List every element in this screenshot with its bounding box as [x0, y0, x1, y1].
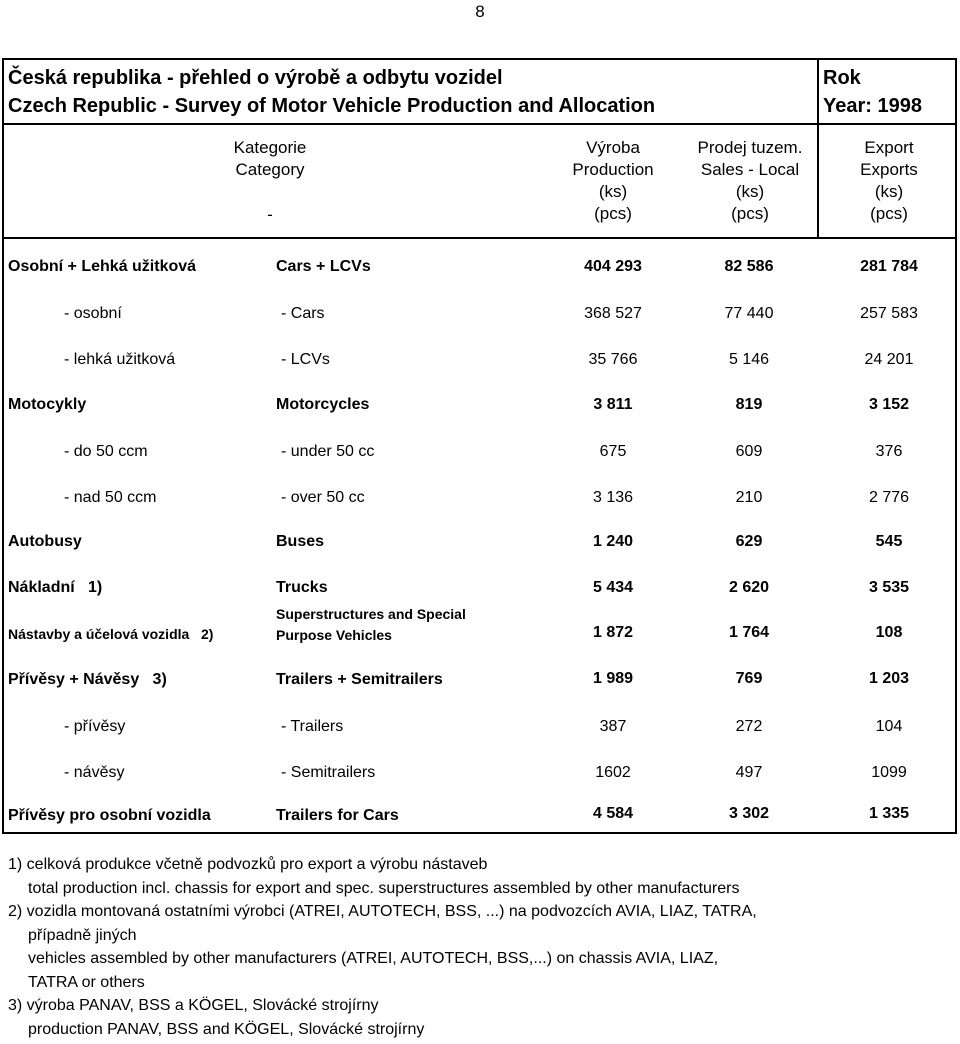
cell-production: 5 434 [592, 579, 634, 596]
row-label-en: - LCVs [281, 351, 330, 368]
cell-local: 497 [735, 764, 763, 781]
header-export-en: Exports [860, 160, 918, 179]
cell-export: 108 [875, 624, 903, 641]
cell-export: 1099 [871, 764, 907, 781]
page-title [8, 64, 655, 120]
cell-export: 3 535 [868, 579, 910, 596]
title-divider [2, 123, 957, 125]
cell-production: 387 [599, 718, 627, 735]
cell-production: 1 989 [592, 670, 634, 687]
cell-production: 4 584 [592, 805, 634, 822]
row-label-en: Buses [276, 533, 325, 550]
row-label-cz: - návěsy [64, 764, 125, 781]
row-label-en: Cars + LCVs [276, 258, 371, 275]
row-label-en: - Cars [281, 305, 325, 322]
row-label-en: Trucks [276, 579, 328, 596]
footnote-line: vehicles assembled by other manufacturers (ATREI, AUTOTECH, BSS,...) on chassis AVIA, LIAZ, [28, 950, 719, 967]
cell-export: 24 201 [864, 351, 914, 368]
row-label-en-line2: Purpose Vehicles [276, 627, 392, 643]
cell-production: 675 [599, 443, 627, 460]
footnote-line: případně jiných [28, 926, 137, 944]
header-category-cz: Kategorie [233, 138, 307, 157]
cell-export: 1 335 [868, 805, 910, 822]
header-local-cz: Prodej tuzem. [697, 138, 803, 157]
cell-local: 609 [735, 443, 763, 460]
cell-production: 1 240 [592, 533, 634, 550]
cell-production: 1602 [595, 764, 631, 781]
row-label-en-line1: Superstructures and Special [276, 606, 466, 622]
row-label-en: - over 50 cc [281, 489, 365, 506]
cell-local: 3 302 [728, 805, 770, 822]
row-label-cz: Přívěsy pro osobní vozidla [8, 807, 211, 824]
row-label-cz: Motocykly [8, 396, 87, 413]
cell-production: 3 811 [593, 396, 633, 413]
cell-export: 2 776 [868, 489, 910, 506]
cell-export: 281 784 [860, 258, 918, 275]
cell-local: 77 440 [724, 305, 774, 322]
row-label-cz: - nad 50 ccm [64, 489, 157, 506]
year-cz: Rok [823, 67, 861, 89]
header-export-unit-en: (pcs) [870, 204, 908, 223]
row-label-cz: Osobní + Lehká užitková [8, 258, 197, 275]
row-label-en: - Trailers [281, 718, 344, 735]
row-label-cz: Přívěsy + Návěsy 3) [8, 671, 167, 688]
header-local-unit-en: (pcs) [731, 204, 769, 223]
cell-export: 3 152 [868, 396, 910, 413]
header-divider [2, 237, 957, 239]
cell-local: 769 [735, 670, 763, 687]
header-category-en: Category [235, 160, 305, 179]
cell-export: 1 203 [868, 670, 910, 687]
header-category-unit: - [267, 205, 273, 224]
cell-production: 35 766 [588, 351, 638, 368]
header-export [829, 137, 949, 225]
page-number: 8 [475, 2, 485, 21]
row-label-en: - under 50 cc [281, 443, 375, 460]
row-label-cz: Nástavby a účelová vozidla 2) [8, 626, 214, 642]
row-label-en: Motorcycles [276, 396, 370, 413]
header-production-unit-cz: (ks) [598, 182, 628, 201]
header-local-unit-cz: (ks) [735, 182, 765, 201]
footnote-line: production PANAV, BSS and KÖGEL, Slovácké strojírny [28, 1020, 425, 1038]
year-label [823, 64, 922, 120]
row-label-en: Trailers + Semitrailers [276, 671, 443, 688]
cell-export: 545 [875, 533, 903, 550]
header-export-unit-cz: (ks) [874, 182, 904, 201]
row-label-cz: Nákladní 1) [8, 579, 103, 596]
cell-local: 82 586 [724, 258, 774, 275]
cell-production: 368 527 [584, 305, 642, 322]
cell-local: 272 [735, 718, 763, 735]
footnotes [8, 853, 757, 1041]
title-cz: Česká republika - přehled o výrobě a odbytu vozidel [8, 67, 503, 89]
cell-local: 210 [735, 489, 763, 506]
header-export-cz: Export [864, 138, 914, 157]
header-category [200, 137, 340, 181]
cell-local: 1 764 [728, 624, 770, 641]
footnote-line: 2) vozidla montovaná ostatními výrobci (ATREI, AUTOTECH, BSS, ...) na podvozcích AVIA, LIAZ, TATRA, [8, 903, 757, 920]
row-label-cz: - přívěsy [64, 718, 126, 735]
row-label-cz: - lehká užitková [64, 351, 176, 368]
header-local-sales [680, 137, 820, 225]
footnote-line: total production incl. chassis for export and spec. superstructures assembled by other manufacturers [28, 879, 740, 897]
header-production [553, 137, 673, 225]
footnote-line: 1) celková produkce včetně podvozků pro export a výrobu nástaveb [8, 856, 488, 873]
header-local-en: Sales - Local [700, 160, 800, 179]
cell-export: 376 [875, 443, 903, 460]
cell-local: 2 620 [728, 579, 770, 596]
title-en: Czech Republic - Survey of Motor Vehicle Production and Allocation [8, 95, 656, 117]
row-label-cz: - osobní [64, 305, 122, 322]
cell-local: 819 [735, 396, 763, 413]
cell-export: 104 [875, 718, 903, 735]
row-label-en [276, 604, 466, 646]
row-label-cz: - do 50 ccm [64, 443, 148, 460]
cell-production: 3 136 [592, 489, 634, 506]
cell-local: 5 146 [728, 351, 770, 368]
header-production-cz: Výroba [586, 138, 640, 157]
row-label-en: - Semitrailers [281, 764, 376, 781]
row-label-en: Trailers for Cars [276, 807, 399, 824]
cell-export: 257 583 [860, 305, 918, 322]
footnote-line: 3) výroba PANAV, BSS a KÖGEL, Slovácké strojírny [8, 997, 379, 1014]
footnote-line: TATRA or others [28, 973, 145, 991]
cell-production: 404 293 [584, 258, 642, 275]
cell-local: 629 [735, 533, 763, 550]
header-production-unit-en: (pcs) [594, 204, 632, 223]
year-en: Year: 1998 [823, 95, 922, 117]
cell-production: 1 872 [592, 624, 634, 641]
row-label-cz: Autobusy [8, 533, 82, 550]
header-production-en: Production [572, 160, 654, 179]
